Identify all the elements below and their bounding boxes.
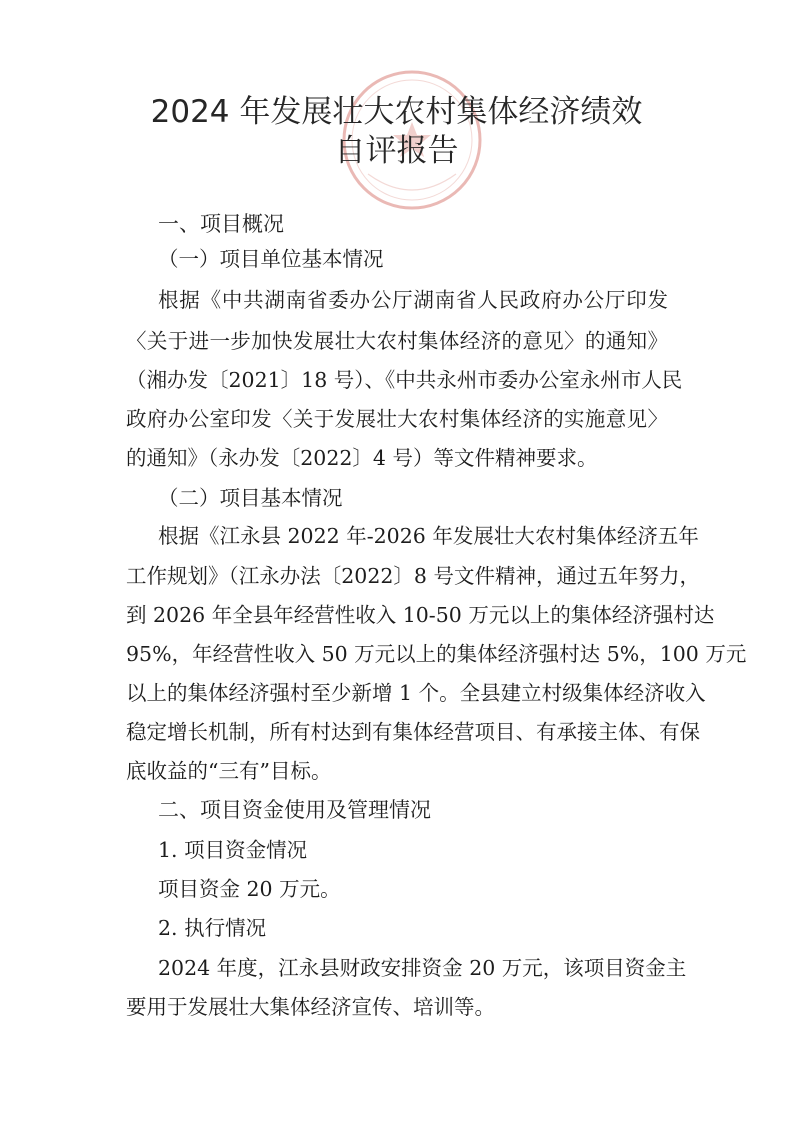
paragraph-3-line: 2024 年度，江永县财政安排资金 20 万元，该项目资金主 (158, 956, 687, 980)
section-2-item-1-text: 项目资金 20 万元。 (158, 877, 341, 901)
document-title-line-1: 2024 年发展壮大农村集体经济绩效 (150, 94, 643, 130)
paragraph-1-line: 的通知》（永办发〔2022〕4 号）等文件精神要求。 (126, 446, 598, 470)
paragraph-2-line: 到 2026 年全县年经营性收入 10-50 万元以上的集体经济强村达 (126, 603, 715, 627)
section-1-subheading-2: （二）项目基本情况 (158, 486, 343, 510)
paragraph-2-line: 底收益的“三有”目标。 (126, 759, 332, 783)
paragraph-1-line: （湘办发〔2021〕18 号）、《中共永州市委办公室永州市人民 (126, 368, 683, 392)
paragraph-2-line: 稳定增长机制，所有村达到有集体经营项目、有承接主体、有保 (126, 720, 700, 744)
section-2-heading: 二、项目资金使用及管理情况 (158, 798, 431, 822)
section-1-heading: 一、项目概况 (158, 212, 284, 236)
section-1-subheading-1: （一）项目单位基本情况 (158, 247, 384, 271)
paragraph-3-line: 要用于发展壮大集体经济宣传、培训等。 (126, 995, 495, 1019)
paragraph-1-line: 根据《中共湖南省委办公厅湖南省人民政府办公厅印发 (158, 288, 668, 312)
section-2-item-1-heading: 1. 项目资金情况 (158, 838, 308, 862)
paragraph-2-line: 以上的集体经济强村至少新增 1 个。全县建立村级集体经济收入 (126, 681, 706, 705)
document-title-line-2: 自评报告 (334, 133, 459, 169)
paragraph-2-line: 95%，年经营性收入 50 万元以上的集体经济强村达 5%，100 万元 (126, 642, 747, 666)
paragraph-1-line: 〈关于进一步加快发展壮大农村集体经济的意见〉的通知》 (126, 329, 668, 353)
paragraph-2-line: 根据《江永县 2022 年-2026 年发展壮大农村集体经济五年 (158, 524, 699, 548)
paragraph-1-line: 政府办公室印发〈关于发展壮大农村集体经济的实施意见〉 (126, 407, 668, 431)
section-2-item-2-heading: 2. 执行情况 (158, 916, 267, 940)
paragraph-2-line: 工作规划》（江永办法〔2022〕8 号文件精神，通过五年努力， (126, 564, 700, 588)
